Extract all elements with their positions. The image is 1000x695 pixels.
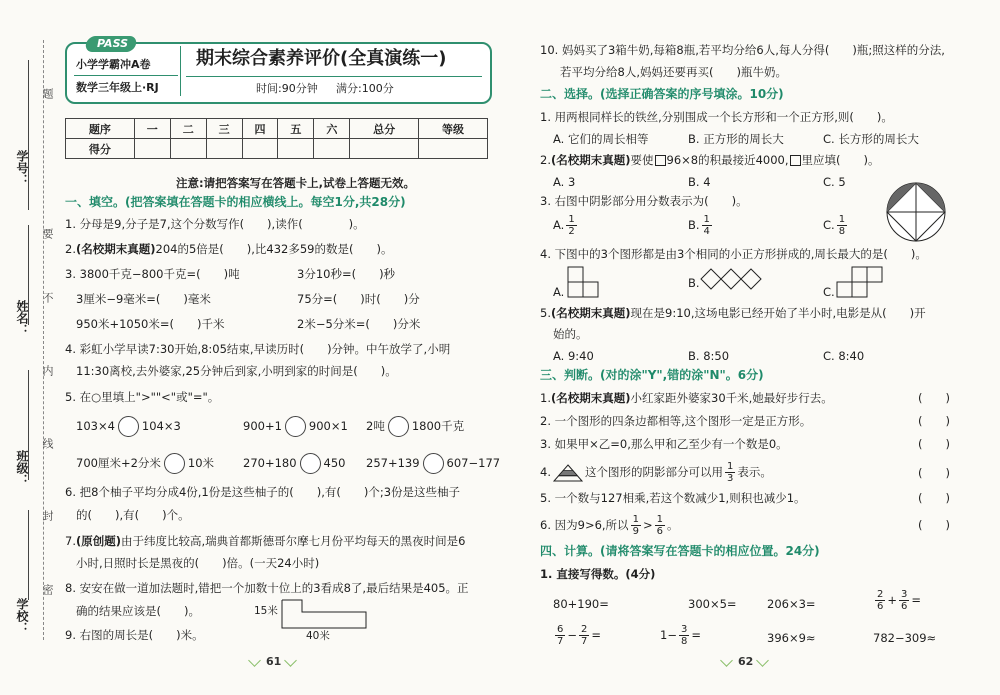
circle-square-figure (884, 180, 948, 244)
score-cell: 四 (242, 119, 278, 139)
q2 (65, 241, 392, 257)
score-cell: 五 (278, 119, 314, 139)
score-cell: 得分 (66, 139, 135, 159)
denominator: 6 (656, 526, 663, 537)
binding-char: 要 (41, 228, 54, 239)
q3b: 3分10秒=( )秒 (297, 267, 396, 281)
numerator: 1 (703, 214, 710, 225)
q7-tag: (原创题) (75, 534, 121, 548)
option-letter: B. (688, 218, 700, 232)
q5-left: 900+1 (243, 419, 282, 433)
fraction (837, 214, 847, 237)
c3-option-b[interactable] (688, 214, 714, 237)
q4a: 4. 彩虹小学早读7:30开始,8:05结束,早读历时( )分钟。中午放学了,小明 (65, 342, 451, 356)
j4-answer[interactable]: ( ) (918, 466, 950, 480)
c5-num: 5. (540, 306, 551, 320)
c5-option-b[interactable]: B. 8:50 (688, 349, 730, 363)
c4: 4. 下图中的3个图形都是由3个相同的小正方形拼成的,周长最大的是( )。 (540, 247, 927, 261)
score-table (65, 118, 488, 159)
binding-line (43, 40, 44, 640)
numerator: 6 (557, 624, 564, 635)
j2: 2. 一个图形的四条边都相等,这个图形一定是正方形。 (540, 414, 812, 428)
header-vdivider (180, 46, 181, 96)
school-line (28, 510, 29, 600)
score-value-row (66, 139, 488, 159)
section-1-title: 一、填空。(把答案填在答题卡的相应横线上。每空1分,共28分) (65, 195, 406, 209)
figure-outline (282, 600, 366, 628)
c1-option-c[interactable]: C. 长方形的周长大 (823, 132, 919, 146)
c2-option-c[interactable]: C. 5 (823, 175, 846, 189)
numerator: 3 (901, 589, 908, 600)
q10b: 若平均分给8人,妈妈还要再买( )瓶牛奶。 (560, 65, 787, 79)
score-input[interactable] (314, 139, 350, 159)
q5-right: 104×3 (141, 419, 181, 433)
c1-option-b[interactable]: B. 正方形的周长大 (688, 132, 784, 146)
c3-option-c[interactable] (823, 214, 849, 237)
class-line (28, 370, 29, 480)
page-number-right: 62 (738, 655, 754, 668)
q5-item-2 (243, 416, 348, 437)
binding-char: 不 (41, 292, 54, 303)
denominator: 7 (557, 636, 564, 647)
numerator: 1 (726, 461, 734, 472)
c2-option-b[interactable]: B. 4 (688, 175, 711, 189)
c4-option-a[interactable]: A. (553, 285, 565, 299)
binding-char: 密 (41, 584, 54, 595)
c5-tag: (名校期末真题) (550, 306, 631, 320)
j5-answer[interactable]: ( ) (918, 491, 950, 505)
q2-num: 2. (65, 242, 76, 256)
c5 (540, 305, 926, 321)
numerator: 3 (680, 624, 688, 635)
score-input[interactable] (134, 139, 170, 159)
j1-answer[interactable]: ( ) (918, 391, 950, 405)
q4b: 11:30离校,去外婆家,25分钟后到家,小明到家的时间是( )。 (76, 364, 397, 378)
fraction (631, 514, 641, 537)
j1-num: 1. (540, 391, 551, 405)
numerator: 1 (632, 514, 639, 525)
c2-option-a[interactable]: A. 3 (553, 175, 576, 189)
denominator: 8 (680, 636, 688, 647)
score-header-row (66, 119, 488, 139)
q5-left: 103×4 (76, 419, 115, 433)
section-2-title: 二、选择。(选择正确答案的序号填涂。10分) (540, 87, 784, 101)
q3f: 2米−5分米=( )分米 (297, 317, 421, 331)
calc-a: 80+190= (553, 597, 609, 611)
option-letter: C. (823, 218, 835, 232)
denominator: 6 (877, 601, 884, 612)
fraction (555, 624, 565, 647)
denominator: 4 (703, 226, 710, 237)
c3-option-a[interactable] (553, 214, 579, 237)
logo-text: PASS (97, 37, 129, 50)
score-cell: 总分 (350, 119, 419, 139)
q3e: 950米+1050米=( )千米 (76, 317, 225, 331)
calc-e (553, 624, 601, 647)
page-ornament (756, 654, 769, 667)
grade-label: 数学三年级上·RJ (76, 81, 159, 94)
q5-left: 270+180 (243, 456, 297, 470)
score-cell: 等级 (419, 119, 488, 139)
operator: + (887, 593, 898, 607)
page-ornament (248, 654, 261, 667)
fraction (725, 461, 735, 484)
j2-answer[interactable]: ( ) (918, 414, 950, 428)
class-label: 班级： (15, 450, 29, 486)
c5-option-a[interactable]: A. 9:40 (553, 349, 594, 363)
j6-text: 6. 因为9>6,所以 (540, 518, 629, 532)
q5-right: 607−177 (446, 456, 501, 470)
q5-item-3 (366, 416, 464, 437)
q8b: 确的结果应该是( )。 (76, 604, 200, 618)
c2 (540, 152, 880, 168)
c4-shape-c (836, 266, 884, 300)
calc-d (873, 589, 921, 612)
q5: 5. 在○里填上">""<"或"="。 (65, 390, 220, 404)
triangle-figure (553, 464, 583, 482)
fraction (702, 214, 712, 237)
binding-char: 内 (41, 365, 54, 376)
c2-text3: 里应填( )。 (801, 153, 880, 167)
option-letter: A. (553, 218, 565, 232)
calc-h: 782−309≈ (873, 631, 937, 645)
header-divider (74, 75, 178, 76)
denominator: 6 (901, 601, 908, 612)
score-cell: 三 (206, 119, 242, 139)
q3a: 3. 3800千克−800千克=( )吨 (65, 267, 240, 281)
fraction (566, 214, 576, 237)
q1: 1. 分母是9,分子是7,这个分数写作( ),读作( )。 (65, 217, 365, 231)
q5-right: 450 (323, 456, 346, 470)
c5c: 始的。 (553, 327, 588, 341)
compare-circle[interactable] (423, 453, 444, 474)
j5: 5. 一个数与127相乘,若这个数减少1,则积也减少1。 (540, 491, 806, 505)
q7-num: 7. (65, 534, 76, 548)
q7-text: 由于纬度比较高,瑞典首都斯德哥尔摩七月份平均每天的黑夜时间是6 (121, 534, 466, 548)
blank-box-icon (655, 155, 666, 166)
fraction (899, 589, 909, 612)
c3: 3. 右图中阴影部分用分数表示为( )。 (540, 194, 748, 208)
q10a: 10. 妈妈买了3箱牛奶,每箱8瓶,若平均分给6人,每人分得( )瓶;照这样的分法, (540, 43, 945, 57)
c2-text2: 96×8的积最接近4000, (666, 153, 789, 167)
calc-f-text: 1− (660, 628, 677, 642)
c1-option-a[interactable]: A. 它们的周长相等 (553, 132, 649, 146)
denominator: 8 (838, 226, 846, 237)
fraction (579, 624, 589, 647)
fraction (655, 514, 665, 537)
numerator: 1 (656, 514, 663, 525)
score-input[interactable] (170, 139, 206, 159)
student-no-label: 学号： (15, 150, 29, 186)
series-name: 小学学霸冲A卷 (76, 58, 151, 71)
page-ornament (284, 654, 297, 667)
q5-item-6 (366, 453, 500, 474)
binding-char: 封 (41, 510, 54, 521)
q5-left: 2吨 (366, 419, 385, 433)
denominator: 7 (581, 636, 588, 647)
equals: = (591, 628, 602, 642)
j1 (540, 390, 833, 406)
calc-b: 300×5= (688, 597, 737, 611)
fraction (679, 624, 689, 647)
j6 (540, 514, 678, 537)
score-input[interactable] (278, 139, 314, 159)
j6-end: 。 (666, 518, 679, 532)
q3d: 75分=( )时( )分 (297, 292, 420, 306)
compare-circle[interactable] (388, 416, 409, 437)
compare-circle[interactable] (285, 416, 306, 437)
q2-tag: (名校期末真题) (75, 242, 156, 256)
figure-label-15: 15米 (254, 605, 278, 617)
score-cell: 二 (170, 119, 206, 139)
q5-left: 700厘米+2分米 (76, 456, 161, 470)
calc-c: 206×3= (767, 597, 816, 611)
score-cell: 题序 (66, 119, 135, 139)
name-label: 姓名： (15, 300, 29, 336)
score-cell: 六 (314, 119, 350, 139)
calc-g: 396×9≈ (767, 631, 816, 645)
q5-item-5 (243, 453, 346, 474)
numerator: 2 (877, 589, 884, 600)
numerator: 1 (838, 214, 846, 225)
k1: 1. 直接写得数。(4分) (540, 567, 656, 581)
q9: 9. 右图的周长是( )米。 (65, 628, 204, 642)
score-input[interactable] (206, 139, 242, 159)
j4-num: 4. (540, 465, 551, 479)
q6a: 6. 把8个柚子平均分成4份,1份是这些柚子的( ),有( )个;3份是这些柚子 (65, 485, 461, 499)
j1-text: 小红家距外婆家30千米,她最好步行去。 (630, 391, 833, 405)
student-no-line (28, 60, 29, 210)
j6-gt: > (642, 518, 653, 532)
score-input[interactable] (419, 139, 488, 159)
school-label: 学校： (15, 598, 29, 634)
blank-box-icon (790, 155, 801, 166)
numerator: 2 (581, 624, 588, 635)
j3: 3. 如果甲×乙=0,那么甲和乙至少有一个数是0。 (540, 437, 788, 451)
q5-item-1 (76, 416, 181, 437)
j6-answer[interactable]: ( ) (918, 518, 950, 532)
c5-text: 现在是9:10,这场电影已经开始了半小时,电影是从( )开 (630, 306, 926, 320)
c5-option-c[interactable]: C. 8:40 (823, 349, 865, 363)
c4-shape-a (567, 266, 601, 300)
operator: − (567, 628, 578, 642)
binding-char: 线 (41, 438, 54, 449)
c2-num: 2. (540, 153, 551, 167)
time-limit: 时间:90分钟 (256, 82, 318, 95)
full-score: 满分:100分 (336, 82, 394, 95)
j4 (540, 461, 772, 484)
numerator: 1 (568, 214, 575, 225)
j4-text: 这个图形的阴影部分可以用 (584, 465, 723, 479)
compare-circle[interactable] (164, 453, 185, 474)
q5-right: 900×1 (308, 419, 348, 433)
equals: = (691, 628, 701, 642)
c4-option-b[interactable]: B. (688, 276, 700, 290)
q6b: 的( ),有( )个。 (76, 508, 190, 522)
compare-circle[interactable] (118, 416, 139, 437)
q7 (65, 533, 465, 549)
denominator: 2 (568, 226, 575, 237)
q5-right: 10米 (187, 456, 215, 470)
equals: = (911, 593, 922, 607)
compare-circle[interactable] (300, 453, 321, 474)
binding-char: 题 (41, 88, 54, 99)
q8a: 8. 安安在做一道加法题时,错把一个加数十位上的3看成8了,最后结果是405。正 (65, 581, 469, 595)
name-line (28, 225, 29, 325)
j1-tag: (名校期末真题) (550, 391, 631, 405)
c4-option-c[interactable]: C. (823, 285, 835, 299)
denominator: 9 (632, 526, 639, 537)
c2-tag: (名校期末真题) (550, 153, 631, 167)
q7c: 小时,日照时长是黑夜的( )倍。(一天24小时) (76, 556, 320, 570)
j4-text2: 表示。 (737, 465, 772, 479)
q2-text: 204的5倍是( ),比432多59的数是( )。 (155, 242, 393, 256)
page-title: 期末综合素养评价(全真演练一) (196, 48, 447, 69)
j3-answer[interactable]: ( ) (918, 437, 950, 451)
fraction (875, 589, 885, 612)
score-input[interactable] (350, 139, 419, 159)
c1: 1. 用两根同样长的铁丝,分别围成一个长方形和一个正方形,则( )。 (540, 110, 893, 124)
c4-shape-b (700, 268, 764, 292)
section-4-title: 四、计算。(请将答案写在答题卡的相应位置。24分) (540, 544, 820, 558)
score-input[interactable] (242, 139, 278, 159)
score-cell: 一 (134, 119, 170, 139)
q3c: 3厘米−9毫米=( )毫米 (76, 292, 211, 306)
q5-item-4 (76, 453, 214, 474)
figure-label-40: 40米 (306, 630, 330, 642)
title-underline (186, 76, 482, 77)
calc-f (660, 624, 701, 647)
page-number-left: 61 (266, 655, 282, 668)
c2-text: 要使 (630, 153, 654, 167)
q5-right: 1800千克 (411, 419, 465, 433)
page-ornament (720, 654, 733, 667)
q5-left: 257+139 (366, 456, 420, 470)
notice: 注意:请把答案写在答题卡上,试卷上答题无效。 (176, 176, 415, 190)
denominator: 3 (726, 473, 734, 484)
section-3-title: 三、判断。(对的涂"Y",错的涂"N"。6分) (540, 368, 764, 382)
